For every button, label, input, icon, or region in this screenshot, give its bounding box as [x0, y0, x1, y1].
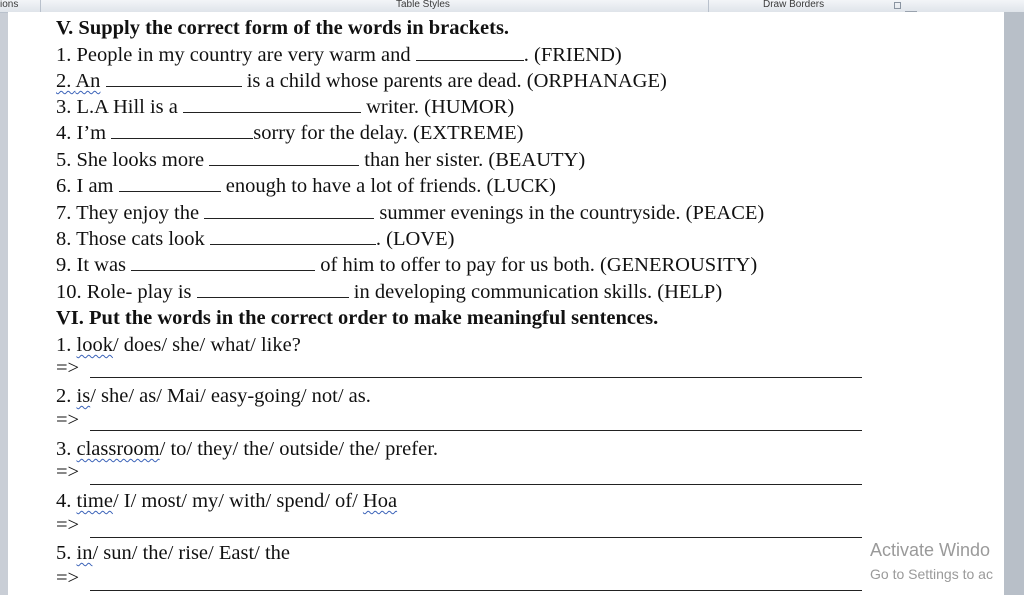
item-number: 2.	[56, 385, 77, 407]
answer-line[interactable]	[90, 590, 862, 591]
item-number: 1.	[56, 334, 77, 356]
item-text: 10. Role- play is	[56, 281, 197, 303]
answer-blank[interactable]	[210, 227, 376, 245]
item-text: enough to have a lot of friends. (LUCK)	[220, 175, 556, 197]
answer-prefix: =>	[56, 461, 80, 483]
section-6-heading: VI. Put the words in the correct order to make meaningful sentences.	[56, 307, 659, 329]
reorder-item-2	[56, 383, 371, 409]
ribbon-separator	[40, 0, 41, 12]
activation-watermark-subtitle: Go to Settings to ac	[870, 566, 993, 582]
item-text: / sun/ the/ rise/ East/ the	[92, 542, 291, 564]
item-text: summer evenings in the countryside. (PEACE)	[374, 202, 765, 224]
exercise-item-5	[56, 147, 585, 173]
item-text: writer. (HUMOR)	[360, 96, 515, 118]
answer-blank[interactable]	[416, 43, 524, 61]
ribbon-group-draw-borders[interactable]: Draw Borders	[763, 0, 825, 10]
item-number: 4.	[56, 490, 77, 512]
item-word: is	[76, 385, 91, 407]
reorder-item-5	[56, 540, 290, 566]
exercise-item-7	[56, 200, 764, 226]
reorder-item-4	[56, 488, 397, 514]
exercise-item-4	[56, 120, 523, 146]
item-word: look	[76, 334, 113, 356]
answer-line[interactable]	[90, 430, 862, 431]
exercise-item-8	[56, 226, 454, 252]
item-text: 1. People in my country are very warm and	[56, 44, 416, 66]
item-text: / to/ they/ the/ outside/ the/ prefer.	[159, 438, 439, 460]
answer-blank[interactable]	[106, 69, 242, 87]
answer-prefix: =>	[56, 567, 80, 589]
ribbon-separator	[708, 0, 709, 12]
item-text: / she/ as/ Mai/ easy-going/ not/ as.	[90, 385, 371, 407]
item-text: 8. Those cats look	[56, 228, 210, 250]
item-text: 6. I am	[56, 175, 119, 197]
answer-line[interactable]	[90, 377, 862, 378]
answer-prefix: =>	[56, 409, 80, 431]
answer-blank[interactable]	[197, 280, 349, 298]
item-word: Hoa	[362, 490, 398, 512]
item-text: of him to offer to pay for us both. (GENEROUSITY)	[315, 254, 758, 276]
dialog-launcher-icon[interactable]	[894, 2, 901, 9]
item-number: 3.	[56, 438, 77, 460]
item-text: 9. It was	[56, 254, 132, 276]
item-text: 7. They enjoy the	[56, 202, 205, 224]
answer-blank[interactable]	[131, 253, 315, 271]
exercise-item-9	[56, 252, 757, 278]
exercise-item-1	[56, 42, 622, 68]
section-5-heading: V. Supply the correct form of the words in brackets.	[56, 17, 510, 39]
exercise-item-2	[56, 68, 667, 94]
answer-blank[interactable]	[209, 148, 359, 166]
item-text: 3. L.A Hill is a	[56, 96, 183, 118]
answer-blank[interactable]	[204, 201, 374, 219]
item-text: in developing communication skills. (HELP)	[348, 281, 723, 303]
answer-blank[interactable]	[119, 174, 221, 192]
item-text: . (FRIEND)	[523, 44, 622, 66]
answer-blank[interactable]	[111, 121, 253, 139]
item-text: / I/ most/ my/ with/ spend/ of/	[112, 490, 363, 512]
answer-prefix: =>	[56, 514, 80, 536]
exercise-item-3	[56, 94, 514, 120]
item-word: in	[76, 542, 93, 564]
item-text: . (LOVE)	[375, 228, 455, 250]
answer-line[interactable]	[90, 484, 862, 485]
answer-line[interactable]	[90, 537, 862, 538]
item-text: / does/ she/ what/ like?	[112, 334, 301, 356]
item-number: 5.	[56, 542, 77, 564]
answer-prefix: =>	[56, 357, 80, 379]
item-text: 4. I’m	[56, 122, 112, 144]
exercise-item-6	[56, 173, 556, 199]
exercise-item-10	[56, 279, 722, 305]
item-number: 2.	[56, 70, 76, 92]
item-text: than her sister. (BEAUTY)	[359, 149, 586, 171]
ribbon-group-left[interactable]: ions	[0, 0, 19, 10]
page-margin-shadow	[1004, 12, 1024, 595]
item-word: classroom	[76, 438, 160, 460]
item-word: time	[76, 490, 113, 512]
item-word: An	[75, 70, 101, 92]
item-text: is a child whose parents are dead. (ORPHANAGE)	[241, 70, 667, 92]
item-text: 5. She looks more	[56, 149, 210, 171]
item-text: sorry for the delay. (EXTREME)	[253, 122, 524, 144]
reorder-item-1	[56, 332, 301, 358]
reorder-item-3	[56, 436, 438, 462]
ribbon-group-table-styles[interactable]: Table Styles	[396, 0, 450, 10]
answer-blank[interactable]	[183, 95, 361, 113]
activation-watermark-title: Activate Windo	[870, 540, 991, 560]
